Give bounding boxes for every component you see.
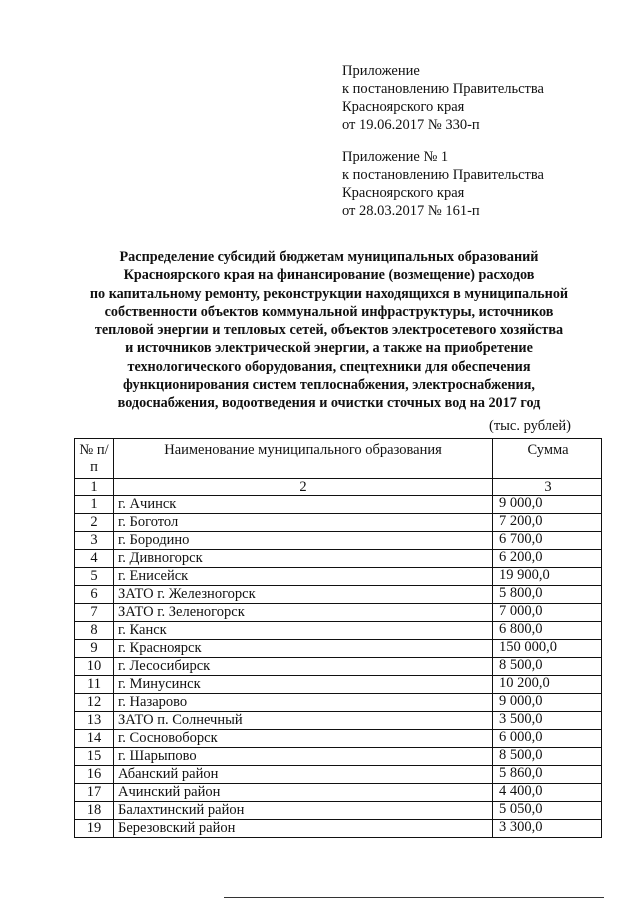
title-line: тепловой энергии и тепловых сетей, объектов электросетевого хозяйства <box>94 322 564 339</box>
row-num: 11 <box>75 676 114 694</box>
table-row <box>75 640 602 658</box>
row-name: г. Шарыпово <box>114 748 493 766</box>
table-row <box>75 766 602 784</box>
table-row <box>75 496 602 514</box>
row-sum: 3 500,0 <box>493 712 602 730</box>
title-line: Красноярского края на финансирование (возмещение) расходов <box>123 267 535 284</box>
table-row <box>75 712 602 730</box>
table-row <box>75 784 602 802</box>
row-sum: 5 050,0 <box>493 802 602 820</box>
row-name: ЗАТО г. Железногорск <box>114 586 493 604</box>
row-sum: 6 200,0 <box>493 550 602 568</box>
row-num: 2 <box>75 514 114 532</box>
row-name: г. Сосновоборск <box>114 730 493 748</box>
row-sum: 8 500,0 <box>493 658 602 676</box>
row-name: Березовский район <box>114 820 493 838</box>
title-line: технологического оборудования, спецтехники для обеспечения <box>127 358 531 375</box>
title-line: по капитальному ремонту, реконструкции находящихся в муниципальной <box>89 285 569 302</box>
annex-1-line: к постановлению Правительства <box>342 81 544 97</box>
row-name: г. Бородино <box>114 532 493 550</box>
row-sum: 19 900,0 <box>493 568 602 586</box>
row-name: Ачинский район <box>114 784 493 802</box>
header-num: № п/п <box>75 439 114 479</box>
row-sum: 5 800,0 <box>493 586 602 604</box>
title-line: собственности объектов коммунальной инфраструктуры, источников <box>104 303 554 320</box>
title-line: водоснабжения, водоотведения и очистки сточных вод на 2017 год <box>117 395 541 412</box>
row-name: г. Минусинск <box>114 676 493 694</box>
table-row <box>75 604 602 622</box>
title-line: и источников электрической энергии, а также на приобретение <box>125 340 533 357</box>
table-row <box>75 568 602 586</box>
annex-1-line: Приложение <box>342 63 420 79</box>
row-sum: 5 860,0 <box>493 766 602 784</box>
header-name: Наименование муниципального образования <box>114 439 493 479</box>
subsidy-table <box>74 438 602 838</box>
row-num: 6 <box>75 586 114 604</box>
row-name: г. Ачинск <box>114 496 493 514</box>
row-sum: 9 000,0 <box>493 694 602 712</box>
row-num: 10 <box>75 658 114 676</box>
footer-divider <box>224 897 604 898</box>
row-sum: 10 200,0 <box>493 676 602 694</box>
row-name: г. Назарово <box>114 694 493 712</box>
row-name: ЗАТО г. Зеленогорск <box>114 604 493 622</box>
table-row <box>75 676 602 694</box>
annex-1-block <box>342 62 544 134</box>
table-row <box>75 550 602 568</box>
row-num: 9 <box>75 640 114 658</box>
table-row <box>75 730 602 748</box>
row-num: 12 <box>75 694 114 712</box>
title-line: Распределение субсидий бюджетам муниципальных образований <box>119 249 539 265</box>
row-sum: 7 200,0 <box>493 514 602 532</box>
row-sum: 3 300,0 <box>493 820 602 838</box>
table-row <box>75 694 602 712</box>
row-name: г. Лесосибирск <box>114 658 493 676</box>
row-num: 16 <box>75 766 114 784</box>
table-row <box>75 586 602 604</box>
table-row <box>75 514 602 532</box>
table-row <box>75 802 602 820</box>
row-name: Балахтинский район <box>114 802 493 820</box>
row-sum: 8 500,0 <box>493 748 602 766</box>
row-sum: 6 700,0 <box>493 532 602 550</box>
column-number: 1 <box>75 479 114 496</box>
row-num: 5 <box>75 568 114 586</box>
row-num: 1 <box>75 496 114 514</box>
row-num: 8 <box>75 622 114 640</box>
table-row <box>75 658 602 676</box>
row-name: г. Боготол <box>114 514 493 532</box>
row-name: Абанский район <box>114 766 493 784</box>
row-sum: 9 000,0 <box>493 496 602 514</box>
table-header-row <box>75 439 602 479</box>
annex-2-line: Красноярского края <box>342 185 465 201</box>
table-row <box>75 622 602 640</box>
annex-1-line: Красноярского края <box>342 99 465 115</box>
row-num: 14 <box>75 730 114 748</box>
title-line: функционирования систем теплоснабжения, электроснабжения, <box>123 377 535 394</box>
annex-2-block <box>342 148 544 220</box>
row-num: 18 <box>75 802 114 820</box>
row-num: 19 <box>75 820 114 838</box>
document-title <box>40 248 618 413</box>
table-row <box>75 532 602 550</box>
table-row <box>75 820 602 838</box>
annex-2-line: к постановлению Правительства <box>342 167 544 183</box>
row-name: г. Канск <box>114 622 493 640</box>
row-sum: 7 000,0 <box>493 604 602 622</box>
annex-2-line: Приложение № 1 <box>342 149 449 165</box>
row-num: 3 <box>75 532 114 550</box>
row-name: г. Дивногорск <box>114 550 493 568</box>
row-sum: 4 400,0 <box>493 784 602 802</box>
row-num: 7 <box>75 604 114 622</box>
row-sum: 6 800,0 <box>493 622 602 640</box>
annex-2-line: от 28.03.2017 № 161-п <box>342 203 480 219</box>
row-sum: 6 000,0 <box>493 730 602 748</box>
row-name: г. Енисейск <box>114 568 493 586</box>
column-number: 3 <box>493 479 602 496</box>
units-label: (тыс. рублей) <box>489 418 571 434</box>
row-sum: 150 000,0 <box>493 640 602 658</box>
row-num: 4 <box>75 550 114 568</box>
row-num: 17 <box>75 784 114 802</box>
annex-1-line: от 19.06.2017 № 330-п <box>342 117 480 133</box>
column-number-row <box>75 479 602 496</box>
column-number: 2 <box>114 479 493 496</box>
row-num: 15 <box>75 748 114 766</box>
row-name: г. Красноярск <box>114 640 493 658</box>
table-row <box>75 748 602 766</box>
header-sum: Сумма <box>493 439 602 479</box>
row-num: 13 <box>75 712 114 730</box>
row-name: ЗАТО п. Солнечный <box>114 712 493 730</box>
